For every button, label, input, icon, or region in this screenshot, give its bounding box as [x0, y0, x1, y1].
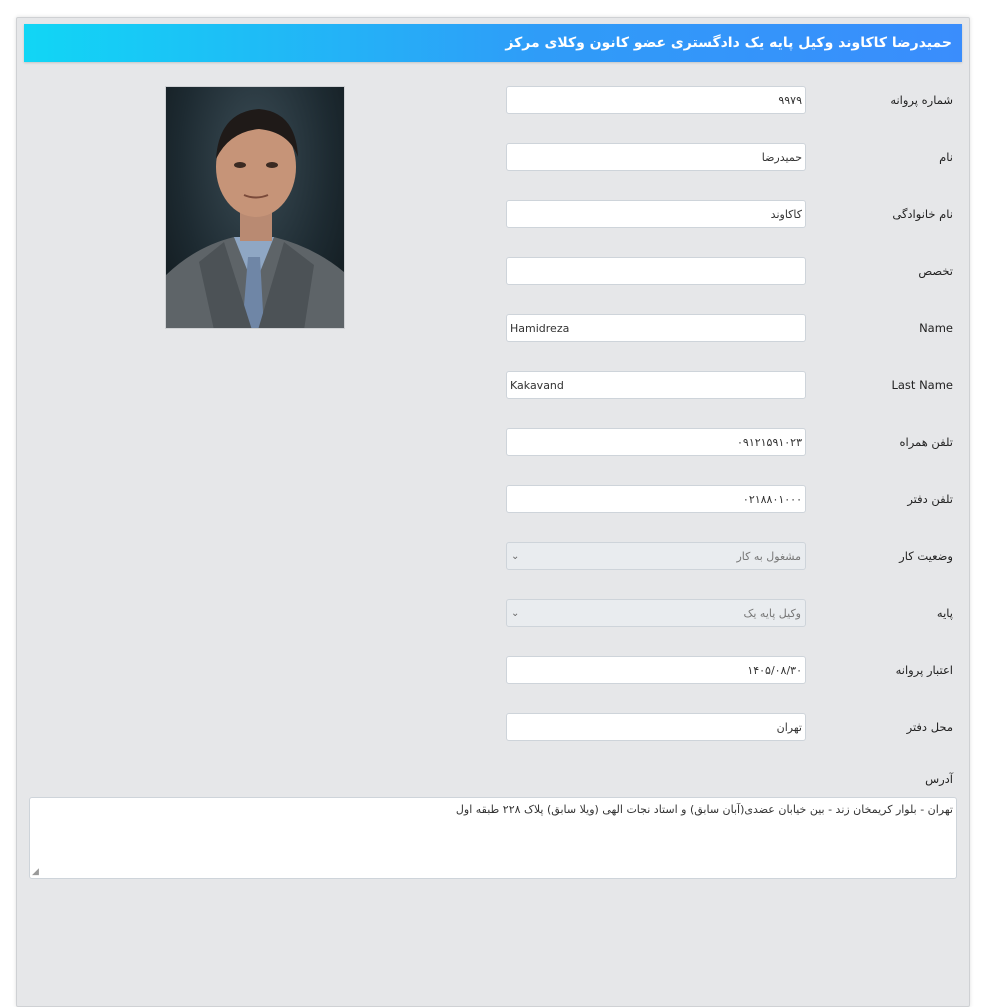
office-phone-field[interactable]	[506, 485, 806, 513]
chevron-down-icon: ⌄	[511, 550, 520, 562]
page-title: حمیدرضا کاکاوند وکیل پایه یک دادگستری عضو کانون وکلای مرکز	[505, 35, 952, 51]
specialty-field[interactable]	[506, 257, 806, 285]
address-label: آدرس	[925, 772, 953, 786]
work-status-label: وضعیت کار	[899, 549, 953, 563]
portrait-image	[165, 87, 344, 329]
license-validity-label: اعتبار پروانه	[895, 663, 953, 677]
name-en-label: Name	[919, 321, 953, 335]
name-en-field[interactable]	[506, 314, 806, 342]
name-en-value: Hamidreza	[510, 321, 570, 335]
grade-value: وکیل پایه یک	[743, 606, 801, 620]
first-name-fa-value: حمیدرضا	[761, 150, 802, 164]
address-textarea[interactable]	[29, 797, 957, 879]
license-validity-field[interactable]	[506, 656, 806, 684]
first-name-fa-label: نام	[939, 150, 953, 164]
office-phone-label: تلفن دفتر	[907, 492, 953, 506]
resize-handle-icon[interactable]: ◢	[32, 867, 39, 877]
lawyer-photo	[165, 86, 345, 329]
last-name-fa-value: کاکاوند	[770, 207, 802, 221]
work-status-value: مشغول به کار	[736, 549, 801, 563]
page-header	[24, 24, 962, 62]
mobile-value: ۰۹۱۲۱۵۹۱۰۲۳	[737, 435, 802, 449]
license-number-value: ۹۹۷۹	[778, 93, 802, 107]
last-name-fa-label: نام خانوادگی	[892, 207, 953, 221]
last-name-en-field[interactable]	[506, 371, 806, 399]
license-number-field[interactable]	[506, 86, 806, 114]
specialty-label: تخصص	[918, 264, 953, 278]
office-location-field[interactable]	[506, 713, 806, 741]
last-name-fa-field[interactable]	[506, 200, 806, 228]
address-value: تهران - بلوار کریمخان زند - بین خیابان عضدی(آبان سابق) و استاد نجات الهی (ویلا سابق) پلاک ۲۲۸ طبقه اول	[455, 803, 953, 816]
office-location-label: محل دفتر	[906, 720, 953, 734]
first-name-fa-field[interactable]	[506, 143, 806, 171]
grade-label: پایه	[936, 606, 953, 620]
chevron-down-icon: ⌄	[511, 607, 520, 619]
license-number-label: شماره پروانه	[890, 93, 953, 107]
work-status-select[interactable]	[506, 542, 806, 570]
mobile-field[interactable]	[506, 428, 806, 456]
grade-select[interactable]	[506, 599, 806, 627]
office-phone-value: ۰۲۱۸۸۰۱۰۰۰	[742, 492, 802, 506]
office-location-value: تهران	[776, 720, 802, 734]
last-name-en-label: Last Name	[891, 378, 953, 392]
mobile-label: تلفن همراه	[899, 435, 953, 449]
license-validity-value: ۱۴۰۵/۰۸/۳۰	[747, 663, 802, 677]
last-name-en-value: Kakavand	[510, 378, 564, 392]
